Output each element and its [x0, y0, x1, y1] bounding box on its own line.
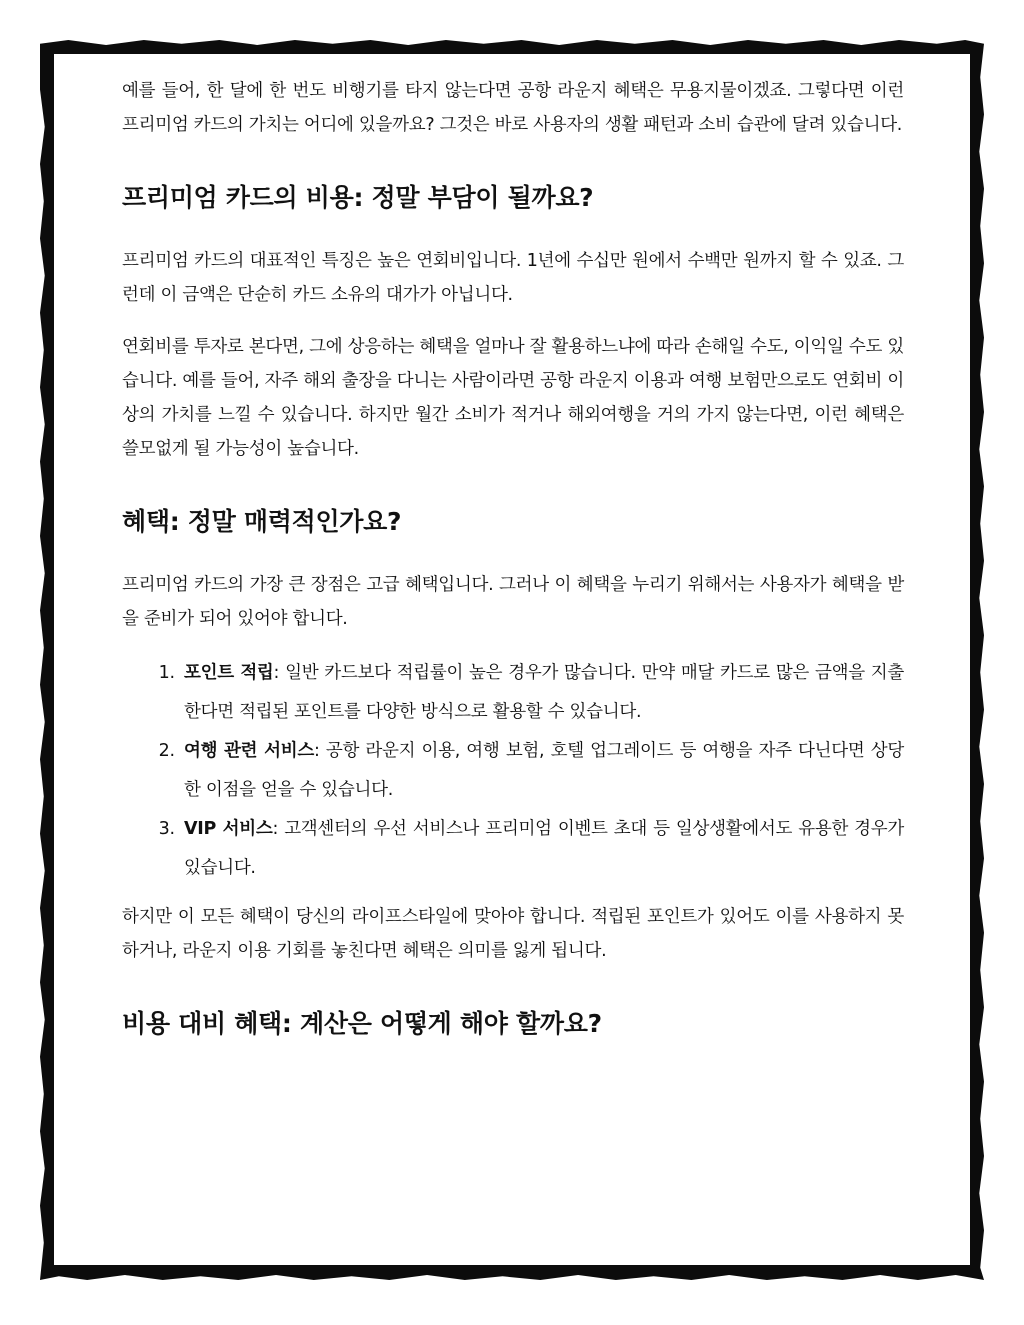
document-page: [54, 54, 970, 1265]
lifestyle-paragraph: 하지만 이 모든 혜택이 당신의 라이프스타일에 맞아야 합니다. 적립된 포인트가 있어도 이를 사용하지 못하거나, 라운지 이용 기회를 놓친다면 혜택은 의미를 잃게 됩니다.: [122, 907, 904, 961]
list-item-text: : 고객센터의 우선 서비스나 프리미엄 이벤트 초대 등 일상생활에서도 유용한 경우가 있습니다.: [184, 819, 904, 878]
list-item: [180, 654, 904, 732]
cost-paragraph-2: 연회비를 투자로 본다면, 그에 상응하는 혜택을 얼마나 잘 활용하느냐에 따라 손해일 수도, 이익일 수도 있습니다. 예를 들어, 자주 해외 출장을 다니는 사람이라면 공항 라운지 이용과 여행 보험만으로도 연회비 이상의 가치를 느낄 수 있습니다. 하지만 월간 소비가 적거나 해외여행을 거의 가지 않는다면, 이런 혜택은 쓸모없게 될 가능성이 높습니다.: [122, 337, 904, 459]
heading-calculation: 비용 대비 혜택: 계산은 어떻게 해야 할까요?: [122, 1009, 602, 1038]
list-item-title: 여행 관련 서비스: [184, 741, 314, 761]
list-item-title: VIP 서비스: [184, 819, 273, 839]
document-content: [122, 74, 904, 1070]
heading-benefits: 혜택: 정말 매력적인가요?: [122, 507, 402, 536]
intro-paragraph: 예를 들어, 한 달에 한 번도 비행기를 타지 않는다면 공항 라운지 혜택은 무용지물이겠죠. 그렇다면 이런 프리미엄 카드의 가치는 어디에 있을까요? 그것은 바로 사용자의 생활 패턴과 소비 습관에 달려 있습니다.: [122, 81, 904, 135]
heading-cost: 프리미엄 카드의 비용: 정말 부담이 될까요?: [122, 183, 594, 212]
list-item: [180, 732, 904, 810]
cost-paragraph-1: 프리미엄 카드의 대표적인 특징은 높은 연회비입니다. 1년에 수십만 원에서 수백만 원까지 할 수 있죠. 그런데 이 금액은 단순히 카드 소유의 대가가 아닙니다.: [122, 251, 904, 305]
benefits-paragraph: 프리미엄 카드의 가장 큰 장점은 고급 혜택입니다. 그러나 이 혜택을 누리기 위해서는 사용자가 혜택을 받을 준비가 되어 있어야 합니다.: [122, 575, 904, 629]
list-item-text: : 공항 라운지 이용, 여행 보험, 호텔 업그레이드 등 여행을 자주 다닌다면 상당한 이점을 얻을 수 있습니다.: [184, 741, 904, 800]
benefits-list: [122, 654, 904, 888]
list-item-title: 포인트 적립: [184, 663, 274, 683]
list-item-text: : 일반 카드보다 적립률이 높은 경우가 많습니다. 만약 매달 카드로 많은 금액을 지출한다면 적립된 포인트를 다양한 방식으로 활용할 수 있습니다.: [184, 663, 904, 722]
list-item: [180, 810, 904, 888]
